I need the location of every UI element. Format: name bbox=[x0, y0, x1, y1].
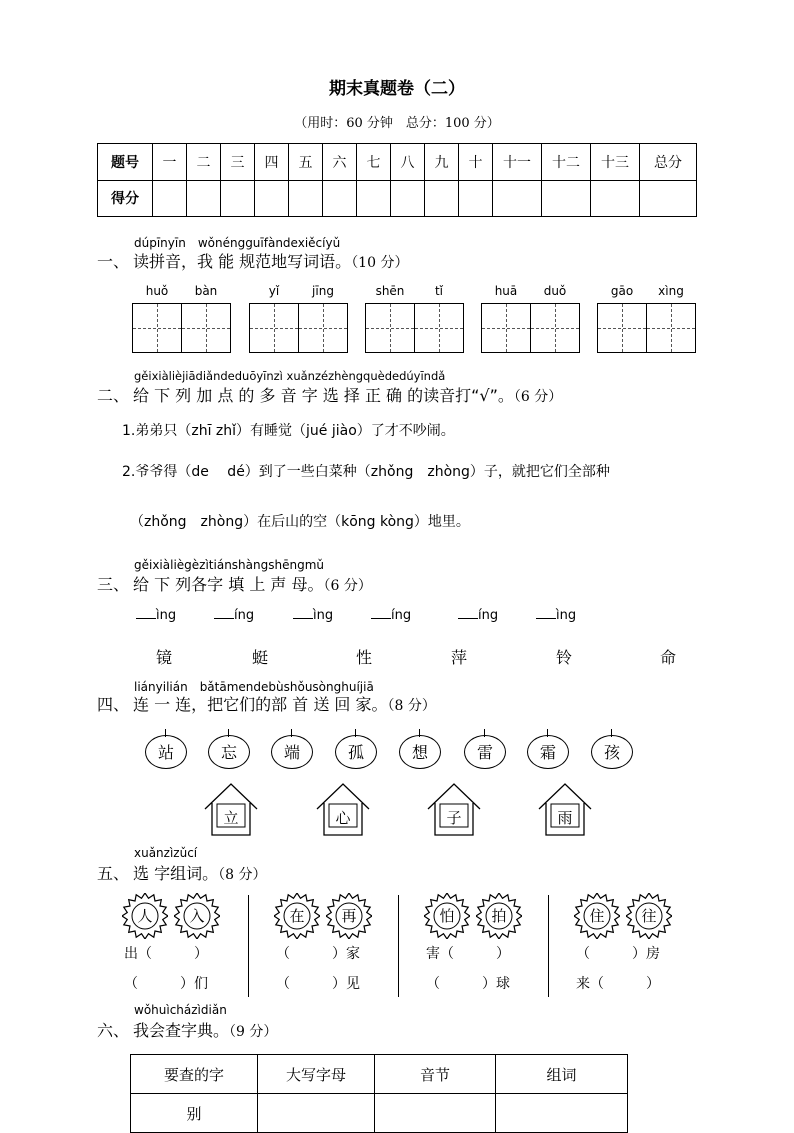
score-input-cell[interactable] bbox=[221, 180, 255, 217]
choice-character bbox=[174, 893, 220, 939]
writing-grid-box[interactable] bbox=[530, 303, 580, 353]
score-cell: 二 bbox=[187, 144, 221, 181]
score-label-cell: 得分 bbox=[98, 180, 153, 217]
q5-pinyin: xuǎnzìzǔcí bbox=[134, 846, 198, 860]
dictionary-header: 组词 bbox=[496, 1055, 628, 1094]
q1-number: 一、 bbox=[97, 252, 130, 271]
initial-blank[interactable] bbox=[371, 606, 411, 623]
target-character: 性 bbox=[355, 648, 372, 667]
q4-heading bbox=[97, 692, 436, 715]
target-character: 萍 bbox=[450, 648, 467, 667]
radical-house[interactable] bbox=[203, 781, 259, 837]
q2-number: 二、 bbox=[97, 386, 130, 405]
word-blank[interactable]: （ ）们 bbox=[124, 976, 208, 992]
q1-heading bbox=[97, 249, 408, 272]
score-cell: 一 bbox=[153, 144, 187, 181]
final-syllable: íng bbox=[478, 608, 499, 623]
choice-character bbox=[274, 893, 320, 939]
radical-house[interactable] bbox=[537, 781, 593, 837]
q3-heading bbox=[97, 572, 372, 595]
score-input-cell[interactable] bbox=[357, 180, 391, 217]
dictionary-input-cell[interactable] bbox=[375, 1094, 496, 1133]
grid-pinyin: tǐ bbox=[434, 284, 444, 298]
q2-heading bbox=[97, 383, 562, 406]
score-cell: 四 bbox=[255, 144, 289, 181]
q5-points: （8 分） bbox=[218, 867, 267, 883]
house-radical: 雨 bbox=[557, 809, 573, 827]
page-title: 期末真题卷（二） bbox=[329, 79, 465, 99]
q4-number: 四、 bbox=[97, 695, 130, 714]
score-input-cell[interactable] bbox=[425, 180, 459, 217]
apple-character[interactable]: 忘 bbox=[208, 735, 250, 769]
score-input-cell[interactable] bbox=[459, 180, 493, 217]
dictionary-table bbox=[130, 1054, 628, 1133]
choice-character-text: 怕 bbox=[439, 907, 455, 925]
blank-line[interactable] bbox=[136, 606, 156, 619]
word-blank[interactable]: 害（ ） bbox=[426, 946, 510, 962]
q1-pinyin: dúpīnyīn wǒnéngguīfàndexiěcíyǔ bbox=[134, 236, 341, 250]
choice-character bbox=[122, 893, 168, 939]
q6-points: （9 分） bbox=[229, 1024, 278, 1040]
apple-character[interactable]: 端 bbox=[271, 735, 313, 769]
score-table bbox=[97, 143, 697, 217]
score-cell: 九 bbox=[425, 144, 459, 181]
score-cell: 题号 bbox=[98, 144, 153, 181]
score-cell: 十一 bbox=[493, 144, 542, 181]
score-input-cell[interactable] bbox=[493, 180, 542, 217]
final-syllable: íng bbox=[234, 608, 255, 623]
q2-line-2: 2.爷爷得（de dé）到了一些白菜种（zhǒng zhòng）子，就把它们全部种 bbox=[122, 464, 610, 480]
q5-heading bbox=[97, 861, 266, 884]
q2-line-1: 1.弟弟只（zhī zhǐ）有睡觉（jué jiào）了才不吵闹。 bbox=[122, 423, 455, 439]
score-input-cell[interactable] bbox=[153, 180, 187, 217]
final-syllable: ìng bbox=[313, 608, 334, 623]
writing-grid-box[interactable] bbox=[249, 303, 299, 353]
grid-pinyin: huǒ bbox=[145, 284, 169, 298]
q6-pinyin: wǒhuìcházìdiǎn bbox=[134, 1003, 227, 1017]
apple-character[interactable]: 霜 bbox=[527, 735, 569, 769]
apple-character[interactable]: 孤 bbox=[335, 735, 377, 769]
group-divider bbox=[248, 895, 249, 997]
score-input-cell[interactable] bbox=[187, 180, 221, 217]
dictionary-header-row bbox=[131, 1055, 628, 1094]
score-cell: 七 bbox=[357, 144, 391, 181]
q4-points: （8 分） bbox=[387, 698, 436, 714]
score-input-cell[interactable] bbox=[323, 180, 357, 217]
q2-text: 给 下 列 加 点 的 多 音 字 选 择 正 确 的读音打“√”。 bbox=[133, 386, 514, 405]
group-divider bbox=[548, 895, 549, 997]
q5-text: 选 字组词。 bbox=[133, 864, 219, 883]
dictionary-cell: 别 bbox=[131, 1094, 258, 1133]
score-header-row bbox=[98, 144, 697, 181]
grid-pinyin: gāo bbox=[610, 284, 634, 298]
q6-text: 我会查字典。 bbox=[133, 1021, 230, 1040]
q3-points: （6 分） bbox=[323, 578, 372, 594]
writing-grid-box[interactable] bbox=[597, 303, 647, 353]
q1-text: 读拼音，我 能 规范地写词语。 bbox=[133, 252, 352, 271]
q6-number: 六、 bbox=[97, 1021, 130, 1040]
choice-character bbox=[424, 893, 470, 939]
house-radical: 立 bbox=[223, 809, 239, 827]
initial-blank[interactable] bbox=[214, 606, 254, 623]
writing-grid-box[interactable] bbox=[181, 303, 231, 353]
score-input-cell[interactable] bbox=[391, 180, 425, 217]
final-syllable: ìng bbox=[156, 608, 177, 623]
dictionary-header: 大写字母 bbox=[258, 1055, 375, 1094]
dictionary-row bbox=[131, 1094, 628, 1133]
score-cell: 八 bbox=[391, 144, 425, 181]
grid-pinyin: shēn bbox=[375, 284, 405, 298]
writing-grid-box[interactable] bbox=[414, 303, 464, 353]
q6-heading bbox=[97, 1018, 277, 1041]
target-character: 铃 bbox=[555, 648, 572, 667]
choice-character-text: 住 bbox=[589, 907, 605, 925]
q1-points: （10 分） bbox=[351, 255, 409, 271]
initial-blank[interactable] bbox=[536, 606, 576, 623]
apple-character[interactable]: 站 bbox=[145, 735, 187, 769]
house-radical: 心 bbox=[335, 809, 351, 827]
score-value-row bbox=[98, 180, 697, 217]
score-cell: 十三 bbox=[591, 144, 640, 181]
dictionary-input-cell[interactable] bbox=[258, 1094, 375, 1133]
blank-line[interactable] bbox=[293, 606, 313, 619]
writing-grid-box[interactable] bbox=[132, 303, 182, 353]
choice-character bbox=[476, 893, 522, 939]
choice-character bbox=[326, 893, 372, 939]
writing-grid-box[interactable] bbox=[298, 303, 348, 353]
choice-character-text: 人 bbox=[137, 907, 153, 925]
dictionary-header: 要查的字 bbox=[131, 1055, 258, 1094]
blank-line[interactable] bbox=[458, 606, 478, 619]
score-input-cell[interactable] bbox=[542, 180, 591, 217]
score-cell: 五 bbox=[289, 144, 323, 181]
dictionary-input-cell[interactable] bbox=[496, 1094, 628, 1133]
q2-pinyin: gěixiàlièjiādiǎndeduōyīnzì xuǎnzézhèngquèdedúyīndǎ bbox=[134, 369, 446, 383]
grid-pinyin: xìng bbox=[658, 284, 684, 298]
dictionary-header: 音节 bbox=[375, 1055, 496, 1094]
house-radical: 子 bbox=[446, 809, 462, 827]
final-syllable: ìng bbox=[556, 608, 577, 623]
word-blank[interactable]: （ ）球 bbox=[426, 976, 510, 992]
choice-character-text: 在 bbox=[289, 907, 305, 925]
score-input-cell[interactable] bbox=[255, 180, 289, 217]
q2-line-3: （zhǒng zhòng）在后山的空（kōng kòng）地里。 bbox=[130, 514, 470, 530]
score-cell: 六 bbox=[323, 144, 357, 181]
writing-grid-box[interactable] bbox=[481, 303, 531, 353]
choice-character bbox=[626, 893, 672, 939]
initial-blank[interactable] bbox=[136, 606, 176, 623]
blank-line[interactable] bbox=[536, 606, 556, 619]
group-divider bbox=[398, 895, 399, 997]
grid-pinyin: huā bbox=[494, 284, 518, 298]
final-syllable: íng bbox=[391, 608, 412, 623]
writing-grid-box[interactable] bbox=[646, 303, 696, 353]
q3-text: 给 下 列各字 填 上 声 母。 bbox=[133, 575, 324, 594]
q3-pinyin: gěixiàliègèzìtiánshàngshēngmǔ bbox=[134, 558, 324, 572]
word-blank[interactable]: （ ）见 bbox=[276, 976, 360, 992]
word-blank[interactable]: 来（ ） bbox=[576, 976, 660, 992]
blank-line[interactable] bbox=[371, 606, 391, 619]
grid-pinyin: duǒ bbox=[543, 284, 567, 298]
choice-character-text: 拍 bbox=[491, 907, 507, 925]
apple-character[interactable]: 想 bbox=[399, 735, 441, 769]
target-character: 命 bbox=[659, 648, 676, 667]
initial-blank[interactable] bbox=[458, 606, 498, 623]
word-blank[interactable]: （ ）房 bbox=[576, 946, 660, 962]
grid-pinyin: bàn bbox=[194, 284, 218, 298]
target-character: 蜓 bbox=[251, 648, 268, 667]
choice-character-text: 往 bbox=[641, 907, 657, 925]
choice-character-text: 入 bbox=[189, 907, 205, 925]
score-input-cell[interactable] bbox=[289, 180, 323, 217]
score-cell: 总分 bbox=[640, 144, 697, 181]
choice-character-text: 再 bbox=[341, 907, 357, 925]
score-cell: 十二 bbox=[542, 144, 591, 181]
apple-character[interactable]: 雷 bbox=[464, 735, 506, 769]
word-blank[interactable]: 出（ ） bbox=[124, 946, 208, 962]
q5-number: 五、 bbox=[97, 864, 130, 883]
score-input-cell[interactable] bbox=[591, 180, 640, 217]
score-input-cell[interactable] bbox=[640, 180, 697, 217]
target-character: 镜 bbox=[155, 648, 172, 667]
writing-grid-box[interactable] bbox=[365, 303, 415, 353]
score-cell: 三 bbox=[221, 144, 255, 181]
grid-pinyin: yǐ bbox=[268, 284, 280, 298]
grid-pinyin: jīng bbox=[312, 284, 334, 298]
radical-house[interactable] bbox=[426, 781, 482, 837]
blank-line[interactable] bbox=[214, 606, 234, 619]
q3-number: 三、 bbox=[97, 575, 130, 594]
choice-character bbox=[574, 893, 620, 939]
word-blank[interactable]: （ ）家 bbox=[276, 946, 360, 962]
initial-blank[interactable] bbox=[293, 606, 333, 623]
score-cell: 十 bbox=[459, 144, 493, 181]
q4-text: 连 一 连，把它们的部 首 送 回 家。 bbox=[133, 695, 388, 714]
q2-points: （6 分） bbox=[513, 389, 563, 405]
apple-character[interactable]: 孩 bbox=[591, 735, 633, 769]
radical-house[interactable] bbox=[315, 781, 371, 837]
q4-pinyin: liányilián bǎtāmendebùshǒusònghuíjiā bbox=[134, 680, 374, 694]
page-subtitle: （用时：60 分钟 总分：100 分） bbox=[294, 116, 500, 131]
